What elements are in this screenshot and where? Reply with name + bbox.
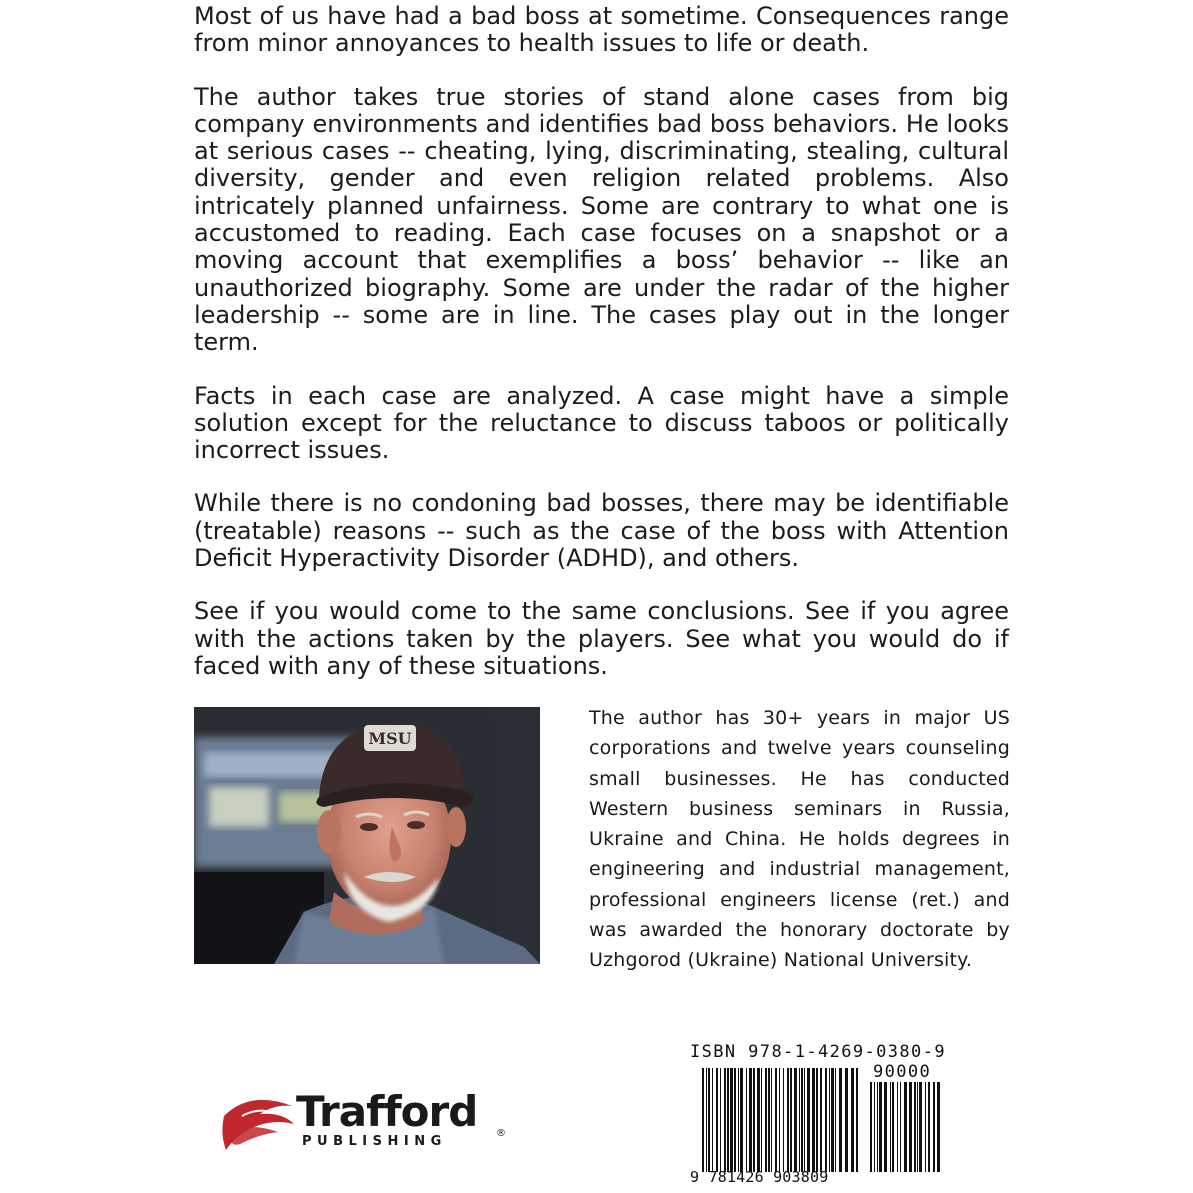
registered-mark: ® <box>496 1128 506 1139</box>
blurb-paragraph-5: See if you would come to the same conclusions. See if you agree with the actions taken by the players. See what you would do if faced with any of these situations. <box>194 597 1009 680</box>
barcode-bar <box>900 1082 901 1172</box>
back-cover-blurb <box>194 0 1009 706</box>
addon-barcode-bars <box>870 1082 944 1174</box>
barcode-bar <box>839 1068 842 1172</box>
barcode-bar <box>720 1068 721 1172</box>
barcode-bar <box>879 1082 882 1172</box>
author-photo <box>194 707 540 964</box>
barcode-bar <box>835 1068 836 1172</box>
barcode-bar <box>892 1082 894 1172</box>
blurb-paragraph-1: Most of us have had a bad boss at sometime. Consequences range from minor annoyances to health issues to life or death. <box>194 2 1009 58</box>
barcode-bar <box>794 1068 797 1172</box>
barcode-bar <box>917 1082 918 1172</box>
isbn-barcode <box>690 1042 952 1192</box>
barcode-bar <box>775 1068 777 1172</box>
barcode-bar <box>914 1082 916 1172</box>
barcode-bar <box>738 1068 739 1172</box>
barcode-bar <box>706 1068 707 1172</box>
isbn-label: ISBN 978-1-4269-0380-9 <box>690 1042 946 1062</box>
barcode-bar <box>801 1068 803 1172</box>
barcode-bar <box>783 1068 784 1172</box>
barcode-bar <box>771 1068 772 1172</box>
barcode-bar <box>765 1068 767 1172</box>
barcode-bar <box>734 1068 736 1172</box>
barcode-bar <box>787 1068 789 1172</box>
barcode-bar <box>919 1082 922 1172</box>
barcode-bar <box>779 1068 780 1172</box>
barcode-bar <box>884 1082 887 1172</box>
barcode-bar <box>757 1068 760 1172</box>
barcode-bar <box>727 1068 729 1172</box>
barcode-bar <box>799 1068 800 1172</box>
barcode-bar <box>816 1068 818 1172</box>
author-bio <box>589 703 1010 976</box>
blurb-paragraph-4: While there is no condoning bad bosses, there may be identifiable (treatable) reasons -- such as the case of the boss with Attention Deficit Hyperactivity Disorder (ADHD), and others. <box>194 489 1009 573</box>
publisher-subtitle: PUBLISHING <box>302 1134 447 1149</box>
barcode-bar <box>909 1082 912 1172</box>
barcode-bar <box>925 1082 926 1172</box>
cap-logo-text: MSU <box>368 729 412 748</box>
barcode-bar <box>812 1068 815 1172</box>
barcode-bar <box>761 1068 762 1172</box>
barcode-bar <box>831 1068 834 1172</box>
barcode-bar <box>768 1068 770 1172</box>
publisher-name: Trafford <box>296 1087 478 1136</box>
barcode-bar <box>874 1082 875 1172</box>
publisher-emblem-icon <box>220 1088 300 1158</box>
barcode-bar <box>856 1068 858 1172</box>
barcode-bar <box>716 1068 718 1172</box>
barcode-bar <box>712 1068 713 1172</box>
barcode-bar <box>904 1082 907 1172</box>
barcode-bar <box>807 1068 810 1172</box>
barcode-bar <box>730 1068 733 1172</box>
ean-barcode-bars <box>702 1068 862 1174</box>
barcode-bar <box>740 1068 743 1172</box>
barcode-bar <box>851 1068 854 1172</box>
blurb-paragraph-2: The author takes true stories of stand alone cases from big company environments and identifies bad boss behaviors. He looks at serious cases -- cheating, lying, discriminating, stealing, cultural diversity, gender and even religion related problems. Also intricately planned unfairness. Some are contrary to what one is accustomed to reading. Each case focuses on a snapshot or a moving account that exemplifies a boss’ behavior -- like an unauthorized biography. Some are under the radar of the higher leadership -- some are in line. The cases play out in the longer term. <box>194 82 1009 357</box>
barcode-bar <box>753 1068 755 1172</box>
barcode-bar <box>877 1082 878 1172</box>
barcode-bar <box>845 1068 848 1172</box>
publisher-logo <box>220 1088 510 1158</box>
barcode-bar <box>928 1082 930 1172</box>
barcode-bar <box>890 1082 891 1172</box>
barcode-bar <box>708 1068 710 1172</box>
barcode-bar <box>746 1068 747 1172</box>
barcode-bar <box>820 1068 822 1172</box>
barcode-bar <box>804 1068 805 1172</box>
barcode-bar <box>724 1068 726 1172</box>
blurb-paragraph-3: Facts in each case are analyzed. A case might have a simple solution except for the reluctance to discuss taboos or politically incorrect issues. <box>194 381 1009 465</box>
barcode-bar <box>702 1068 704 1172</box>
price-addon-digits: 90000 <box>873 1062 932 1082</box>
barcode-bar <box>870 1082 872 1172</box>
barcode-bar <box>825 1068 827 1172</box>
barcode-bar <box>790 1068 792 1172</box>
barcode-bar <box>897 1082 898 1172</box>
barcode-bar <box>829 1068 830 1172</box>
barcode-bar <box>933 1082 935 1172</box>
ean-digits: 9 781426 903809 <box>690 1168 829 1186</box>
barcode-bar <box>937 1082 940 1172</box>
barcode-bar <box>749 1068 752 1172</box>
author-bio-text: The author has 30+ years in major US corporations and twelve years counseling small businesses. He has conducted Western business seminars in Russia, Ukraine and China. He holds degrees in engineering and industrial management, professional engineers license (ret.) and was awarded the honorary doctorate by Uzhgorod (Ukraine) National University. <box>589 707 1010 972</box>
